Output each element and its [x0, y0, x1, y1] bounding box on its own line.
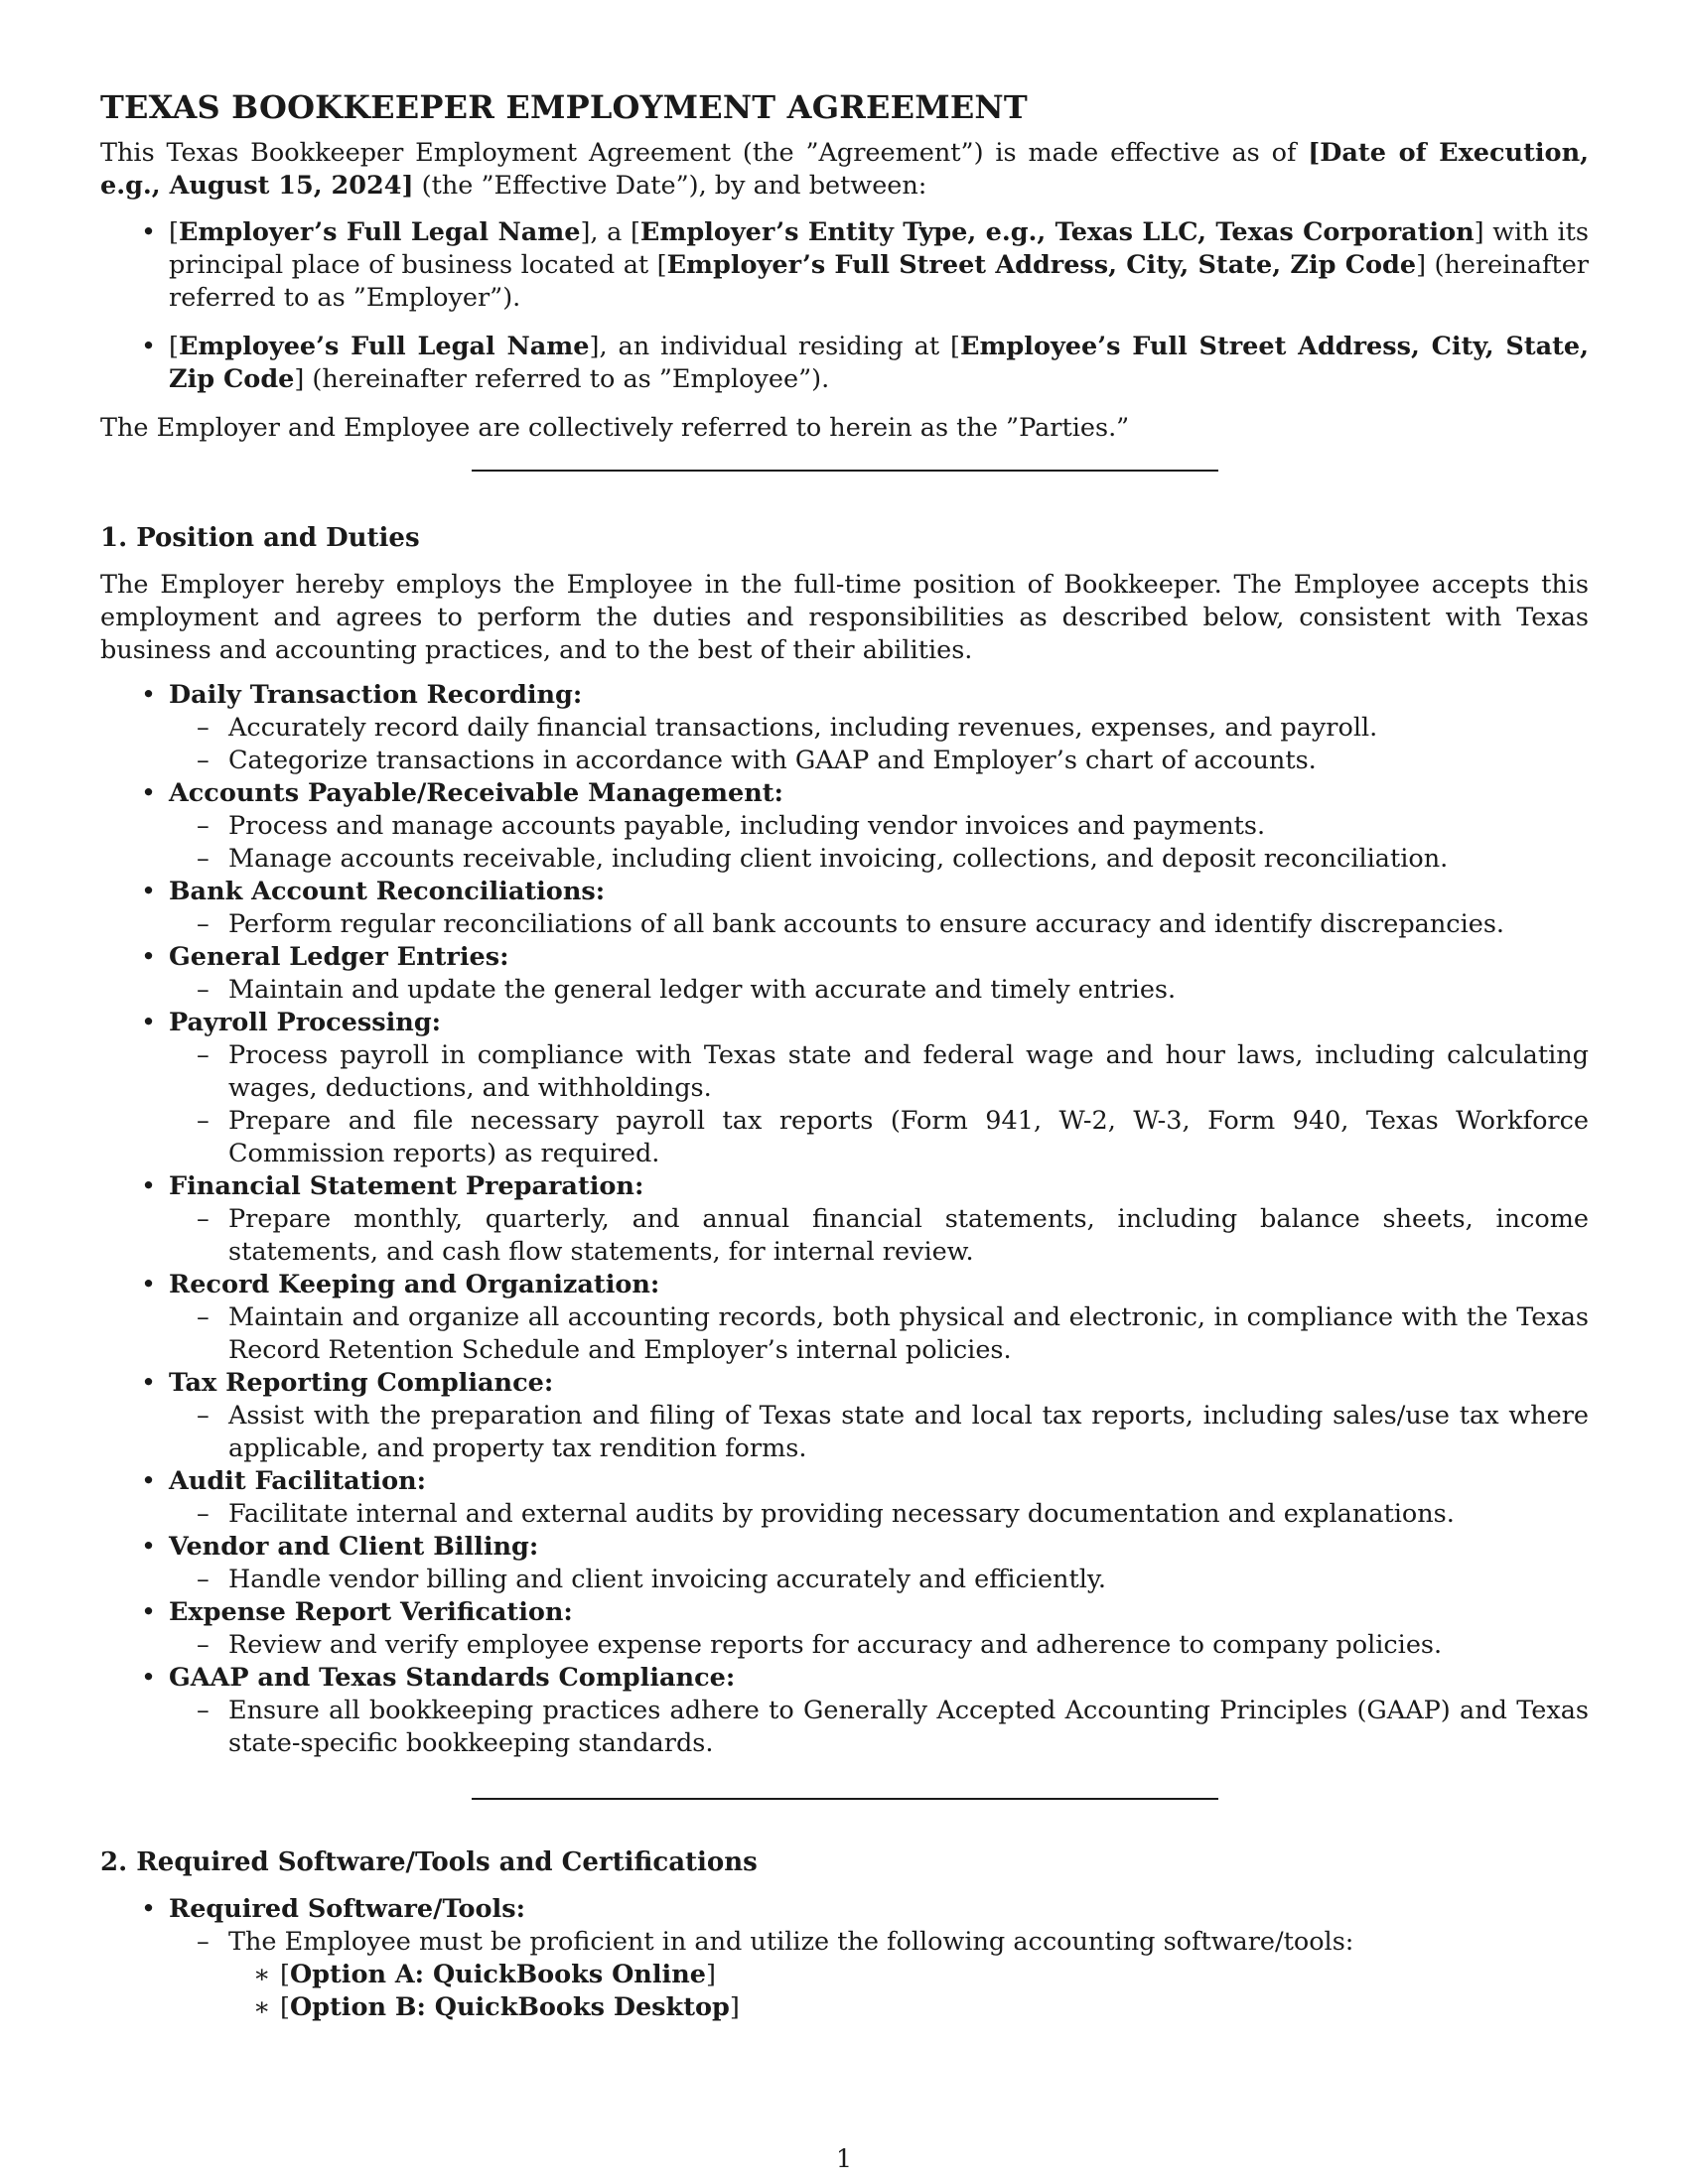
duty-title: GAAP and Texas Standards Compliance: — [169, 1663, 736, 1693]
duty-title: Tax Reporting Compliance: — [169, 1368, 554, 1398]
duty-detail-text: Accurately record daily financial transactions, including revenues, expenses, and payroll. — [228, 713, 1378, 743]
duty-detail — [100, 1105, 1589, 1170]
bullet-icon: • — [141, 332, 157, 361]
bullet-icon: • — [141, 680, 157, 710]
document-title: TEXAS BOOKKEEPER EMPLOYMENT AGREEMENT — [100, 88, 1028, 126]
duty-detail-text: Process payroll in compliance with Texas state and federal wage and hour laws, including calculating wages, deductions, and withholdings. — [228, 1040, 1589, 1103]
employer-entity-placeholder: Employer’s Entity Type, e.g., Texas LLC, Texas Corporation — [639, 217, 1475, 247]
duty-detail-text: Categorize transactions in accordance with GAAP and Employer’s chart of accounts. — [228, 746, 1317, 775]
duty-detail-text: Prepare and file necessary payroll tax reports (Form 941, W-2, W-3, Form 940, Texas Workforce Commission reports) as required. — [228, 1106, 1589, 1168]
duty-item — [100, 1007, 1589, 1170]
section-1-heading: 1. Position and Duties — [100, 523, 420, 553]
bullet-icon: • — [141, 1270, 157, 1299]
software-option-label: Option A: QuickBooks Online — [289, 1960, 706, 1989]
duty-detail-text: Review and verify employee expense reports for accuracy and adherence to company policies. — [228, 1630, 1443, 1660]
bullet-icon: • — [141, 1008, 157, 1037]
bullet-icon: • — [141, 1368, 157, 1398]
dash-icon: – — [197, 713, 210, 743]
dash-icon: – — [197, 1630, 210, 1660]
duty-item — [100, 1596, 1589, 1662]
bullet-icon: • — [141, 1171, 157, 1201]
software-group — [100, 1893, 1589, 2024]
duty-detail-text: Perform regular reconciliations of all bank accounts to ensure accuracy and identify discrepancies. — [228, 909, 1505, 939]
duty-detail-text: Handle vendor billing and client invoicing accurately and efficiently. — [228, 1565, 1107, 1594]
page-number: 1 — [835, 2144, 853, 2174]
dash-icon: – — [197, 975, 210, 1005]
employer-name-placeholder: Employer’s Full Legal Name — [178, 217, 581, 247]
dash-icon: – — [197, 1040, 210, 1070]
dash-icon: – — [197, 909, 210, 939]
duty-title: Vendor and Client Billing: — [169, 1532, 539, 1562]
duty-detail-text: Manage accounts receivable, including client invoicing, collections, and deposit reconciliation. — [228, 844, 1449, 874]
bullet-icon: • — [141, 1663, 157, 1693]
section-divider — [472, 470, 1218, 472]
duty-item — [100, 941, 1589, 1007]
bullet-icon: • — [141, 1597, 157, 1627]
software-option: ∗ [Option A: QuickBooks Online] — [253, 1960, 716, 1989]
duty-title: Daily Transaction Recording: — [169, 680, 583, 710]
duty-detail-text: Ensure all bookkeeping practices adhere to Generally Accepted Accounting Principles (GAAP) and Texas state-specific bookkeeping standards. — [228, 1696, 1589, 1758]
bullet-icon: • — [141, 942, 157, 972]
date-placeholder: [Date of Execution, e.g., August 15, 2024] — [100, 138, 1589, 201]
duty-detail — [100, 908, 1589, 941]
software-group-title: Required Software/Tools: — [169, 1894, 525, 1924]
section-divider — [472, 1798, 1218, 1800]
duty-detail — [100, 810, 1589, 843]
dash-icon: – — [197, 1302, 210, 1332]
asterisk-bullet-icon: ∗ — [253, 1992, 271, 2022]
duty-detail — [100, 974, 1589, 1007]
software-option-label: Option B: QuickBooks Desktop — [289, 1992, 730, 2022]
software-requirement-text: The Employee must be proficient in and utilize the following accounting software/tools: — [228, 1927, 1354, 1957]
dash-icon: – — [197, 1401, 210, 1431]
duty-detail-text: Maintain and update the general ledger with accurate and timely entries. — [228, 975, 1177, 1005]
section-2-heading: 2. Required Software/Tools and Certifications — [100, 1847, 758, 1877]
duty-detail-text: Maintain and organize all accounting records, both physical and electronic, in compliance with the Texas Record Retention Schedule and Employer’s internal policies. — [228, 1302, 1589, 1365]
dash-icon: – — [197, 811, 210, 841]
dash-icon: – — [197, 1696, 210, 1725]
dash-icon: – — [197, 746, 210, 775]
document-page — [100, 87, 1589, 2024]
duty-title: General Ledger Entries: — [169, 942, 509, 972]
duty-detail — [100, 712, 1589, 745]
duty-title: Payroll Processing: — [169, 1008, 442, 1037]
section-1-paragraph: The Employer hereby employs the Employee in the full-time position of Bookkeeper. The Employee accepts this employment and agrees to perform the duties and responsibilities as described below, consistent with Texas business and accounting practices, and to the best of their abilities. — [100, 570, 1589, 665]
duty-title: Record Keeping and Organization: — [169, 1270, 660, 1299]
duty-item — [100, 1531, 1589, 1596]
asterisk-bullet-icon: ∗ — [253, 1960, 271, 1989]
duty-item — [100, 1269, 1589, 1367]
duty-detail — [100, 1301, 1589, 1367]
duties-list — [100, 679, 1589, 1760]
dash-icon: – — [197, 1204, 210, 1234]
employee-name-placeholder: Employee’s Full Legal Name — [178, 332, 590, 361]
employer-address-placeholder: Employer’s Full Street Address, City, State, Zip Code — [666, 250, 1417, 280]
duty-title: Bank Account Reconciliations: — [169, 877, 606, 906]
dash-icon: – — [197, 1499, 210, 1529]
software-option: ∗ [Option B: QuickBooks Desktop] — [253, 1992, 740, 2022]
bullet-icon: • — [141, 217, 157, 247]
duty-detail — [100, 1400, 1589, 1465]
duty-item — [100, 1662, 1589, 1760]
duty-detail — [100, 745, 1589, 777]
duty-title: Accounts Payable/Receivable Management: — [169, 778, 783, 808]
duty-detail — [100, 1498, 1589, 1531]
duty-detail-text: Assist with the preparation and filing of Texas state and local tax reports, including sales/use tax where applicable, and property tax rendition forms. — [228, 1401, 1589, 1463]
duty-title: Audit Facilitation: — [169, 1466, 427, 1496]
software-list — [100, 1893, 1589, 2024]
dash-icon: – — [197, 1927, 210, 1957]
duty-detail — [100, 1629, 1589, 1662]
employee-address-placeholder: Employee’s Full Street Address, City, State, Zip Code — [169, 332, 1590, 394]
party-employee: • [Employee’s Full Legal Name], an individual residing at [Employee’s Full Street Address, City, State, Zip Code] (hereinafter referred to as ”Employee”). — [141, 332, 1590, 394]
party-employer: • [Employer’s Full Legal Name], a [Employer’s Entity Type, e.g., Texas LLC, Texas Corporation] with its principal place of business located at [Employer’s Full Street Address, City, State, Zip Code] (hereinafter referred to as ”Employer”). — [141, 217, 1590, 313]
duty-detail — [100, 843, 1589, 876]
duty-item — [100, 1170, 1589, 1269]
duty-detail-text: Prepare monthly, quarterly, and annual financial statements, including balance sheets, income statements, and cash flow statements, for internal review. — [228, 1204, 1589, 1267]
duty-detail — [100, 1039, 1589, 1105]
software-requirement — [100, 1926, 1589, 1959]
bullet-icon: • — [141, 778, 157, 808]
party-list — [100, 216, 1589, 396]
duty-detail — [100, 1564, 1589, 1596]
duty-detail — [100, 1203, 1589, 1269]
bullet-icon: • — [141, 877, 157, 906]
duty-detail-text: Facilitate internal and external audits by providing necessary documentation and explanations. — [228, 1499, 1455, 1529]
duty-item — [100, 876, 1589, 941]
duty-item — [100, 679, 1589, 777]
duty-detail — [100, 1695, 1589, 1760]
bullet-icon: • — [141, 1894, 157, 1924]
duty-item — [100, 1465, 1589, 1531]
dash-icon: – — [197, 1106, 210, 1136]
duty-item — [100, 777, 1589, 876]
dash-icon: – — [197, 844, 210, 874]
duty-detail-text: Process and manage accounts payable, including vendor invoices and payments. — [228, 811, 1266, 841]
intro-paragraph: This Texas Bookkeeper Employment Agreement (the ”Agreement”) is made effective as of [Date of Execution, e.g., August 15, 2024] (the ”Effective Date”), by and between: — [100, 138, 1589, 201]
duty-title: Expense Report Verification: — [169, 1597, 573, 1627]
duty-title: Financial Statement Preparation: — [169, 1171, 644, 1201]
duty-item — [100, 1367, 1589, 1465]
dash-icon: – — [197, 1565, 210, 1594]
bullet-icon: • — [141, 1532, 157, 1562]
bullet-icon: • — [141, 1466, 157, 1496]
parties-summary: The Employer and Employee are collectively referred to herein as the ”Parties.” — [100, 413, 1130, 443]
